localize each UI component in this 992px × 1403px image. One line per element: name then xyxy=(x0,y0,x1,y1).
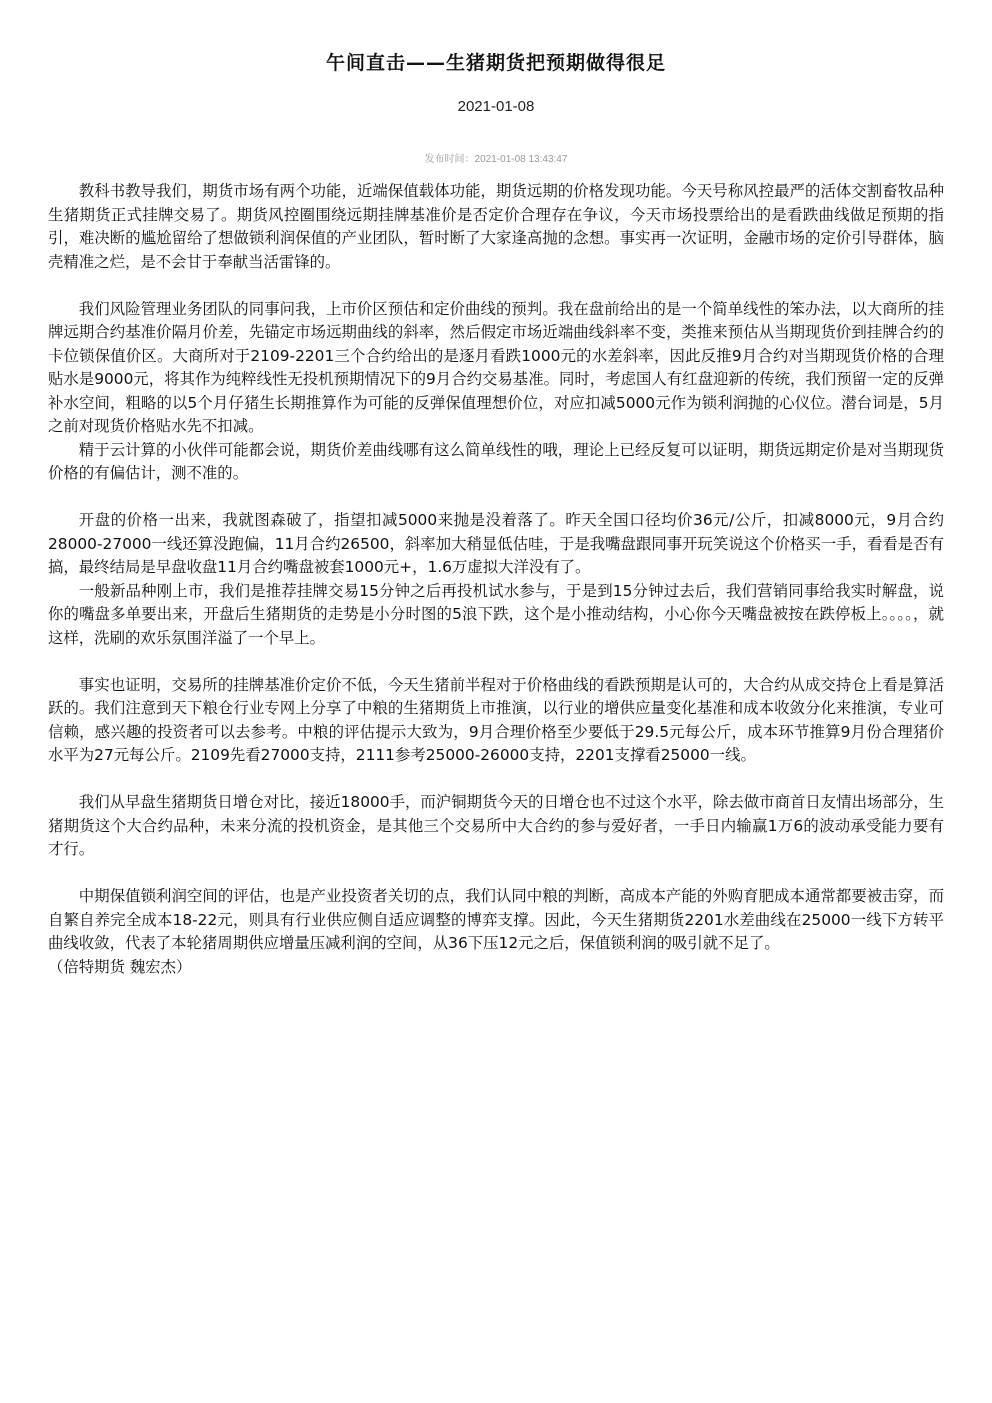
author-signature: （倍特期货 魏宏杰） xyxy=(48,957,192,976)
paragraph: 教科书教导我们，期货市场有两个功能，近端保值载体功能，期货远期的价格发现功能。今天号称风控最严的活体交割畜牧品种生猪期货正式挂牌交易了。期货风控圈围绕远期挂牌基准价是否定价合理存在争议，今天市场投票给出的是看跌曲线做足预期的指引，难决断的尴尬留给了想做锁利润保值的产业团队，暂时断了大家逢高抛的念想。事实再一次证明，金融市场的定价引导群体，脑壳精准之烂，是不会甘于奉献当活雷锋的。 xyxy=(48,182,944,271)
paragraph: 中期保值锁利润空间的评估，也是产业投资者关切的点，我们认同中粮的判断，高成本产能的外购育肥成本通常都要被击穿，而自繁自养完全成本18-22元，则具有行业供应侧自适应调整的博弈支撑。因此，今天生猪期货2201水差曲线在25000一线下方转平曲线收敛，代表了本轮猪周期供应增量压减利润的空间，从36下压12元之后，保值锁利润的吸引就不足了。 xyxy=(48,887,944,952)
paragraph: 精于云计算的小伙伴可能都会说，期货价差曲线哪有这么简单线性的哦，理论上已经反复可以证明，期货远期定价是对当期现货价格的有偏估计，测不准的。 xyxy=(48,440,944,482)
paragraph: 开盘的价格一出来，我就图森破了，指望扣减5000来抛是没着落了。昨天全国口径均价36元/公斤，扣减8000元，9月合约28000-27000一线还算没跑偏，11月合约26500，斜率加大稍显低估哇，于是我嘴盘跟同事开玩笑说这个价格买一手，看看是否有搞，最终结局是早盘收盘11月合约嘴盘被套1000元+，1.6万虚拟大洋没有了。 xyxy=(48,511,944,576)
paragraph: 我们风险管理业务团队的同事问我，上市价区预估和定价曲线的预判。我在盘前给出的是一个简单线性的笨办法，以大商所的挂牌远期合约基准价隔月价差，先锚定市场远期曲线的斜率，然后假定市场近端曲线斜率不变，类推来预估从当期现货价到挂牌合约的卡位锁保值价区。大商所对于2109-2201三个合约给出的是逐月看跌1000元的水差斜率，因此反推9月合约对当期现货价格的合理贴水是9000元，将其作为纯粹线性无投机预期情况下的9月合约交易基准。同时，考虑国人有红盘迎新的传统，我们预留一定的反弹补水空间，粗略的以5个月仔猪生长期推算作为可能的反弹保值理想价位，对应扣减5000元作为锁利润抛的心仪位。潜台词是，5月之前对现货价格贴水先不扣减。 xyxy=(48,299,944,435)
paragraph: 一般新品种刚上市，我们是推荐挂牌交易15分钟之后再投机试水参与，于是到15分钟过去后，我们营销同事给我实时解盘，说你的嘴盘多单要出来，开盘后生猪期货的走势是小分时图的5浪下跌，这个是小推动结构，小心你今天嘴盘被按在跌停板上。。。。，就这样，洗刷的欢乐氛围洋溢了一个早上。 xyxy=(48,581,944,647)
paragraph: 事实也证明，交易所的挂牌基准价定价不低，今天生猪前半程对于价格曲线的看跌预期是认可的，大合约从成交持仓上看是算活跃的。我们注意到天下粮仓行业专网上分享了中粮的生猪期货上市推演，以行业的增供应量变化基准和成本收敛分化来推演，专业可信赖，感兴趣的投资者可以去参考。中粮的评估提示大致为，9月合理价格至少要低于29.5元每公斤，成本环节推算9月份合理猪价水平为27元每公斤。2109先看27000支持，2111参考25000-26000支持，2201支撑看25000一线。 xyxy=(48,675,944,764)
article-body xyxy=(48,180,944,979)
publish-time: 发布时间：2021-01-08 13:43:47 xyxy=(424,154,568,165)
paragraph: 我们从早盘生猪期货日增仓对比，接近18000手，而沪铜期货今天的日增仓也不过这个水平，除去做市商首日友情出场部分，生猪期货这个大合约品种，未来分流的投机资金，是其他三个交易所中大合约的参与爱好者，一手日内输赢1万6的波动承受能力要有才行。 xyxy=(48,793,944,858)
article-date: 2021-01-08 xyxy=(457,98,535,115)
article-title: 午间直击——生猪期货把预期做得很足 xyxy=(325,52,666,74)
